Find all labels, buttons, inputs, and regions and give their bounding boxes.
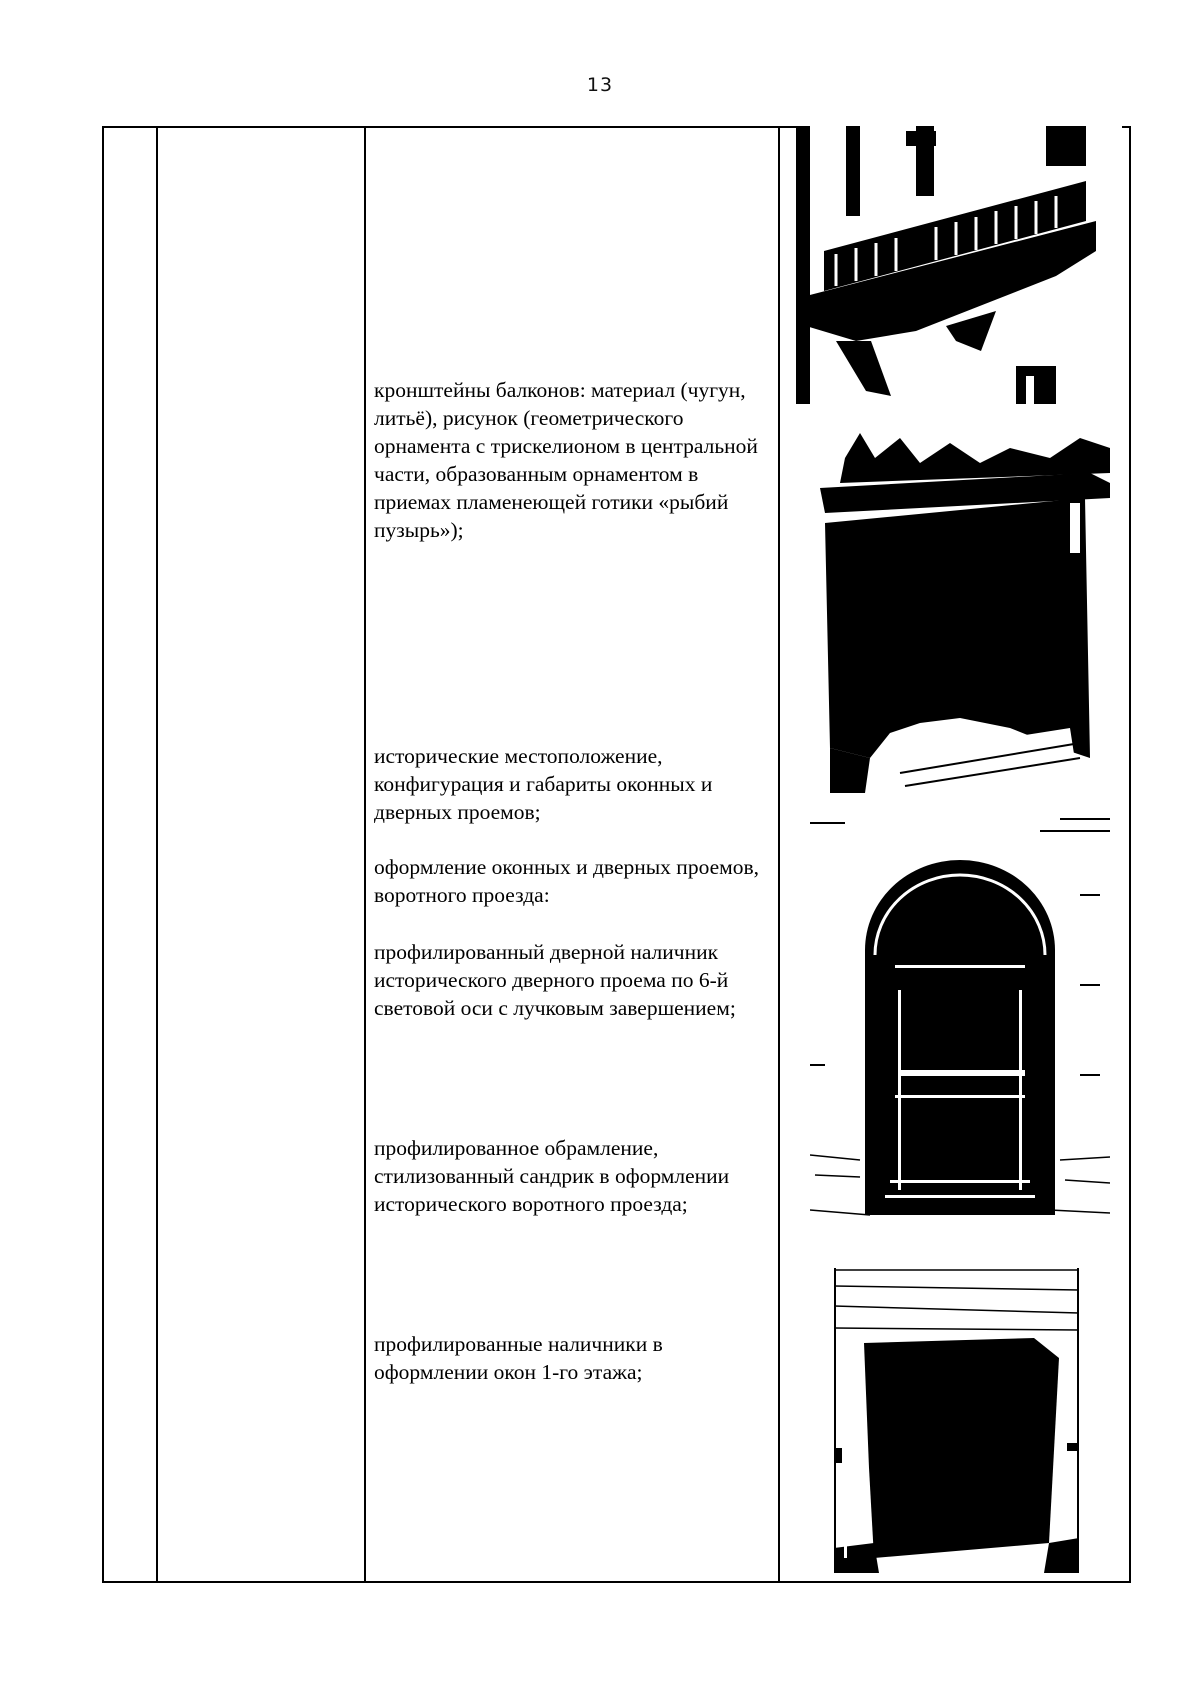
window-casings-text: профилированные наличники в оформлении окон 1-го этажа; [374,1332,663,1384]
balcony-brackets-text: кронштейны балконов: материал (чугун, литьё), рисунок (геометрического орнамента с трискелионом в центральной части, образованным орнаментом в приемах пламенеющей готики «рыбий пузырь»); [374,378,758,542]
page-number: 13 [586,74,614,96]
openings-design-text: оформление оконных и дверных проемов, воротного проезда: [374,855,760,907]
column-divider [156,128,158,1581]
gate-frame-text: профилированное обрамление, стилизованный сандрик в оформлении исторического воротного проезда; [374,1136,730,1216]
window-casing-photo [834,1268,1089,1573]
balcony-photo [796,126,1122,404]
openings-location-text: исторические местоположение, конфигурация и габариты оконных и дверных проемов; [374,744,713,824]
column-divider [364,128,366,1581]
door-casing-text: профилированный дверной наличник исторического дверного проема по 6-й световой оси с лучковым завершением; [374,940,736,1020]
arched-door-photo [810,815,1110,1230]
column-divider [778,128,780,1581]
balcony-bracket-photo [810,428,1110,793]
